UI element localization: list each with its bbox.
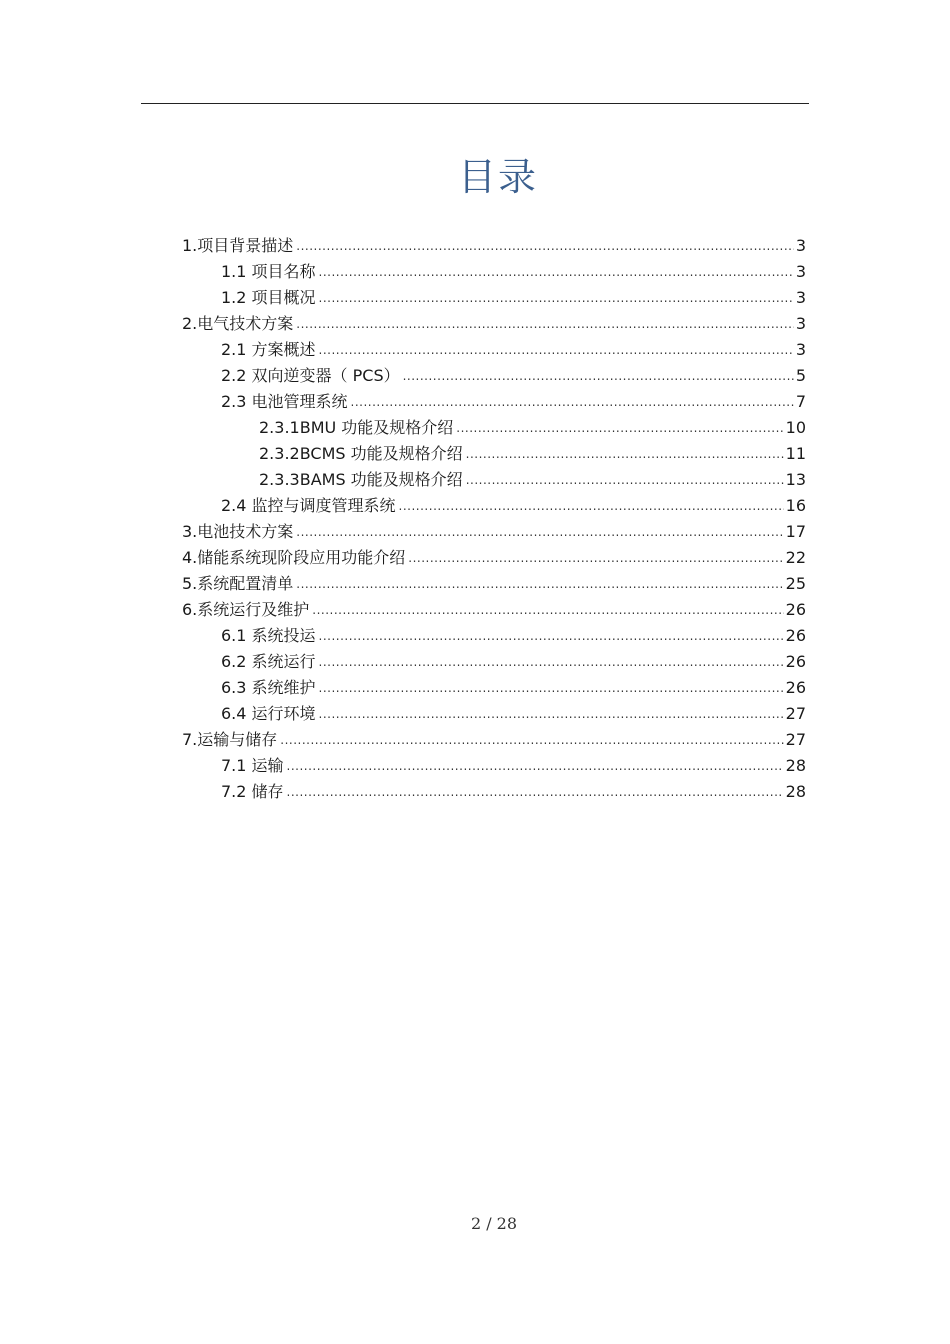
- header-rule: [141, 103, 809, 104]
- toc-entry-label: 6.系统运行及维护: [182, 600, 310, 619]
- toc-entry[interactable]: [221, 334, 806, 360]
- toc-entry-page: 3: [795, 262, 806, 281]
- toc-entry-label: 1.项目背景描述: [182, 236, 294, 255]
- toc-leader-dots: [408, 548, 783, 568]
- toc-leader-dots: [280, 730, 783, 750]
- toc-entry-page: 10: [785, 418, 806, 437]
- toc-entry-label: 2.2 双向逆变器（ PCS）: [221, 366, 400, 385]
- toc-entry-page: 3: [795, 288, 806, 307]
- toc-leader-dots: [296, 314, 794, 334]
- toc-leader-dots: [319, 262, 794, 282]
- toc-entry-label: 6.3 系统维护: [221, 678, 316, 697]
- toc-entry[interactable]: [221, 672, 806, 698]
- toc-title: 目录: [457, 155, 538, 199]
- toc-entry-label: 1.2 项目概况: [221, 288, 316, 307]
- toc-entry-page: 28: [785, 756, 806, 775]
- toc-entry[interactable]: [182, 568, 806, 594]
- toc-entry-label: 2.1 方案概述: [221, 340, 316, 359]
- page-number: 2 / 28: [470, 1214, 518, 1233]
- toc-entry[interactable]: [221, 386, 806, 412]
- toc-entry[interactable]: [182, 542, 806, 568]
- toc-leader-dots: [466, 444, 784, 464]
- toc-entry[interactable]: [221, 490, 806, 516]
- toc-leader-dots: [319, 288, 794, 308]
- toc-entry[interactable]: [259, 438, 806, 464]
- toc-entry[interactable]: [221, 360, 806, 386]
- toc-entry-page: 3: [795, 314, 806, 333]
- toc-entry-label: 2.3.1BMU 功能及规格介绍: [259, 418, 454, 437]
- toc-entry-label: 2.电气技术方案: [182, 314, 294, 333]
- toc-entry-label: 7.2 储存: [221, 782, 284, 801]
- toc-entry-label: 1.1 项目名称: [221, 262, 316, 281]
- toc-entry[interactable]: [221, 776, 806, 802]
- toc-entry[interactable]: [182, 724, 806, 750]
- toc-entry[interactable]: [221, 646, 806, 672]
- toc-leader-dots: [403, 366, 794, 386]
- toc-leader-dots: [456, 418, 783, 438]
- toc-leader-dots: [466, 470, 784, 490]
- toc-entry[interactable]: [221, 698, 806, 724]
- toc-entry-label: 5.系统配置清单: [182, 574, 294, 593]
- toc-entry-page: 28: [785, 782, 806, 801]
- toc-leader-dots: [319, 340, 794, 360]
- toc-entry-label: 2.3.3BAMS 功能及规格介绍: [259, 470, 463, 489]
- toc-entry-page: 11: [785, 444, 806, 463]
- toc-leader-dots: [319, 626, 784, 646]
- toc-entry-page: 3: [795, 340, 806, 359]
- toc-entry[interactable]: [221, 256, 806, 282]
- toc-entry-label: 3.电池技术方案: [182, 522, 294, 541]
- toc-entry-page: 16: [785, 496, 806, 515]
- toc-entry-label: 6.1 系统投运: [221, 626, 316, 645]
- toc-entry-page: 27: [785, 730, 806, 749]
- toc-entry-page: 27: [785, 704, 806, 723]
- toc-entry[interactable]: [259, 412, 806, 438]
- toc-entry-page: 5: [795, 366, 806, 385]
- toc-leader-dots: [319, 652, 784, 672]
- toc-entry[interactable]: [182, 516, 806, 542]
- toc-entry-page: 3: [795, 236, 806, 255]
- toc-leader-dots: [296, 236, 794, 256]
- toc-entry[interactable]: [259, 464, 806, 490]
- toc-entry[interactable]: [182, 594, 806, 620]
- toc-leader-dots: [296, 574, 783, 594]
- toc-leader-dots: [287, 782, 784, 802]
- toc-entry-label: 6.2 系统运行: [221, 652, 316, 671]
- toc-entry-label: 4.储能系统现阶段应用功能介绍: [182, 548, 406, 567]
- toc-entry[interactable]: [182, 308, 806, 334]
- toc-entry-page: 26: [785, 678, 806, 697]
- toc-entry[interactable]: [182, 230, 806, 256]
- toc-entry-page: 22: [785, 548, 806, 567]
- toc-entry-page: 13: [785, 470, 806, 489]
- toc-leader-dots: [399, 496, 784, 516]
- toc-entry-page: 17: [785, 522, 806, 541]
- toc-entry-label: 7.运输与储存: [182, 730, 278, 749]
- toc-entry-label: 7.1 运输: [221, 756, 284, 775]
- toc-entry-label: 2.3.2BCMS 功能及规格介绍: [259, 444, 463, 463]
- toc-entry-page: 7: [795, 392, 806, 411]
- toc-entry-label: 2.3 电池管理系统: [221, 392, 348, 411]
- toc-entry[interactable]: [221, 282, 806, 308]
- toc-entry-page: 25: [785, 574, 806, 593]
- toc-leader-dots: [319, 704, 784, 724]
- toc-entry-label: 2.4 监控与调度管理系统: [221, 496, 396, 515]
- toc-leader-dots: [351, 392, 794, 412]
- toc-entry[interactable]: [221, 750, 806, 776]
- toc-leader-dots: [312, 600, 783, 620]
- toc-entry-page: 26: [785, 652, 806, 671]
- toc-entry-label: 6.4 运行环境: [221, 704, 316, 723]
- toc-leader-dots: [319, 678, 784, 698]
- toc-entry[interactable]: [221, 620, 806, 646]
- toc-leader-dots: [287, 756, 784, 776]
- toc-leader-dots: [296, 522, 783, 542]
- toc-entry-page: 26: [785, 626, 806, 645]
- toc-entry-page: 26: [785, 600, 806, 619]
